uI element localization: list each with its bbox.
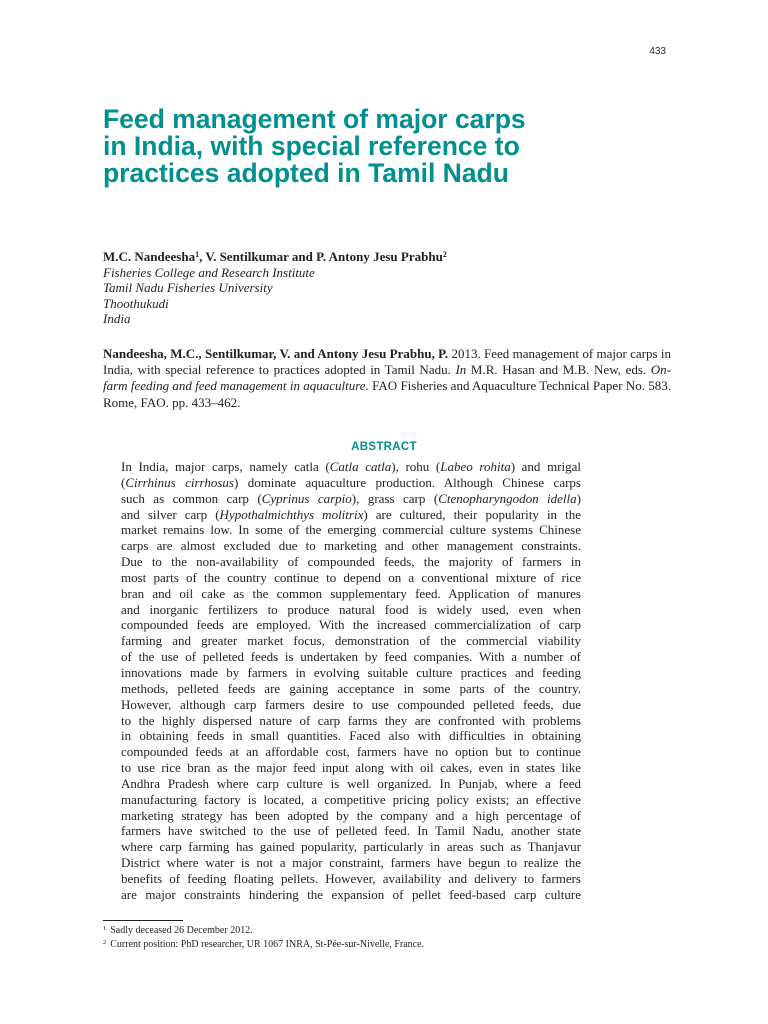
footnote xyxy=(103,924,663,938)
title-line: Feed management of major carps xyxy=(103,104,526,134)
abstract-line xyxy=(121,586,581,602)
abstract-line xyxy=(121,649,581,665)
abstract-text: marketing strategy has been adopted by the company and a high percentage of xyxy=(121,807,581,823)
footnote-text: Sadly deceased 26 December 2012. xyxy=(110,925,253,936)
abstract-text: market remains low. In some of the emerging commercial culture systems Chinese xyxy=(121,522,581,538)
abstract-text: in obtaining feeds in small quantities. Faced also with difficulties in obtaining xyxy=(121,728,581,744)
abstract-text: compounded feeds are employed. With the increased commercialization of carp xyxy=(121,617,581,633)
citation-editors: M.R. Hasan and M.B. New, eds. xyxy=(466,362,651,378)
abstract-text: However, although carp farmers desire to use compounded pelleted feeds, due xyxy=(121,696,581,712)
title-line: practices adopted in Tamil Nadu xyxy=(103,158,509,188)
citation xyxy=(103,346,671,411)
abstract-text: ) xyxy=(576,490,581,506)
abstract-line xyxy=(121,728,581,744)
citation-in: In xyxy=(455,362,467,378)
abstract-text: ) dominate aquaculture production. Although Chinese carps xyxy=(233,474,581,490)
footnote-mark: 2 xyxy=(442,250,447,259)
abstract-heading: ABSTRACT xyxy=(351,441,417,453)
footnote-mark: 2 xyxy=(103,939,107,946)
author-name: , V. Sentilkumar and P. Antony Jesu Prabhu xyxy=(199,249,443,264)
footnote xyxy=(103,938,663,952)
abstract-line xyxy=(121,887,581,903)
author-block xyxy=(103,249,671,327)
affiliation-line: India xyxy=(103,311,131,326)
abstract-line xyxy=(121,713,581,729)
abstract-line xyxy=(121,760,581,776)
footnote-rule xyxy=(103,920,183,921)
abstract-line xyxy=(121,633,581,649)
citation-book: On-farm feeding and feed management in aquaculture. xyxy=(103,362,672,394)
species-name: Hypothalmichthys molitrix xyxy=(219,506,364,522)
abstract-text: ( xyxy=(121,474,126,490)
abstract-text: to the highly dispersed nature of carp farms they are confronted with problems xyxy=(121,712,581,728)
abstract-text: bran and oil cake as the common supplementary feed. Application of manures xyxy=(121,585,581,601)
citation-authors: Nandeesha, M.C., Sentilkumar, V. and Antony Jesu Prabhu, P. xyxy=(103,346,449,361)
abstract-line xyxy=(121,538,581,554)
species-name: Catla catla xyxy=(329,459,392,474)
citation-year-title: 2013. Feed management of major carps in India, with special reference to practices adopted in Tamil Nadu. xyxy=(103,346,671,378)
abstract-line xyxy=(121,697,581,713)
abstract-text: methods, pelleted feeds are gaining acceptance in some parts of the country. xyxy=(121,680,581,696)
abstract-text: of the use of pelleted feeds is undertaken by feed companies. With a number of xyxy=(121,649,581,665)
abstract-line xyxy=(121,839,581,855)
abstract-line xyxy=(121,570,581,586)
abstract-line xyxy=(121,792,581,808)
abstract-text: ) and mrigal xyxy=(510,459,581,474)
abstract-text: District where water is not a major constraint, farmers have begun to realize the xyxy=(121,855,581,871)
abstract-text: benefits of feeding floating pellets. However, availability and delivery to farmers xyxy=(121,870,581,886)
author-names xyxy=(103,249,671,265)
abstract-text: ), grass carp ( xyxy=(351,490,439,506)
abstract-text: ) are cultured, their popularity in the xyxy=(363,506,581,522)
abstract-text: ), rohu ( xyxy=(391,459,441,474)
abstract-text: carps are almost excluded due to marketing and other management constraints. xyxy=(121,538,581,554)
abstract-line xyxy=(121,776,581,792)
abstract-text: farming and greater market focus, demonstration of the commercial viability xyxy=(121,633,581,649)
abstract-text: Due to the non-availability of compounded feeds, the majority of farmers in xyxy=(121,554,581,570)
abstract-line xyxy=(121,459,581,475)
abstract-line xyxy=(121,554,581,570)
abstract-text: are major constraints hindering the expansion of pellet feed-based carp culture xyxy=(121,886,581,902)
page-number: 433 xyxy=(649,46,666,57)
species-name: Cyprinus carpio xyxy=(261,490,352,506)
abstract-line xyxy=(121,665,581,681)
affiliation-line: Thoothukudi xyxy=(103,295,169,311)
citation-series: FAO Fisheries and Aquaculture Technical Paper No. 583. Rome, FAO. pp. 433–462. xyxy=(103,378,671,410)
abstract-text: and silver carp ( xyxy=(121,506,220,522)
abstract-text: such as common carp ( xyxy=(121,490,262,506)
abstract-line xyxy=(121,744,581,760)
footnote-text: Current position: PhD researcher, UR 1067 INRA, St-Pée-sur-Nivelle, France. xyxy=(110,939,425,950)
species-name: Labeo rohita xyxy=(440,459,511,474)
species-name: Ctenopharyngodon idella xyxy=(438,490,577,506)
paper-title xyxy=(103,106,623,187)
abstract-text: compounded feeds at an affordable cost, farmers have no option but to continue xyxy=(121,744,581,760)
affiliation-line: Fisheries College and Research Institute xyxy=(103,264,315,280)
abstract-text: Andhra Pradesh where carp culture is well organized. In Punjab, where a feed xyxy=(121,775,581,791)
abstract-text: manufacturing factory is located, a competitive pricing policy exists; an effective xyxy=(121,791,581,807)
abstract-line xyxy=(121,871,581,887)
abstract-line xyxy=(121,522,581,538)
abstract-line xyxy=(121,475,581,491)
species-name: Cirrhinus cirrhosus xyxy=(125,474,234,490)
abstract-text: and inorganic fertilizers to produce natural food is widely used, even when xyxy=(121,601,581,617)
abstract-text: where carp farming has gained popularity, particularly in areas such as Thanjavur xyxy=(121,839,581,855)
author-name: M.C. Nandeesha xyxy=(103,249,196,264)
footnote-mark: 1 xyxy=(195,250,200,259)
abstract-text: In India, major carps, namely catla ( xyxy=(121,459,330,474)
abstract-line xyxy=(121,507,581,523)
abstract-line xyxy=(121,823,581,839)
abstract-line xyxy=(121,617,581,633)
abstract-body xyxy=(121,459,581,903)
abstract-line xyxy=(121,855,581,871)
abstract-text: most parts of the country continue to depend on a conventional mixture of rice xyxy=(121,569,581,585)
abstract-line xyxy=(121,681,581,697)
abstract-line xyxy=(121,491,581,507)
abstract-text: innovations made by farmers in evolving suitable culture practices and feeding xyxy=(121,664,581,680)
affiliation-line: Tamil Nadu Fisheries University xyxy=(103,280,273,295)
abstract-line xyxy=(121,808,581,824)
abstract-text: farmers have switched to the use of pelleted feed. In Tamil Nadu, another state xyxy=(121,823,581,839)
title-line: in India, with special reference to xyxy=(103,131,520,161)
footnote-mark: 1 xyxy=(103,925,107,932)
abstract-line xyxy=(121,602,581,618)
abstract-text: to use rice bran as the major feed input along with oil cakes, even in states like xyxy=(121,760,581,776)
footnotes xyxy=(103,924,663,952)
